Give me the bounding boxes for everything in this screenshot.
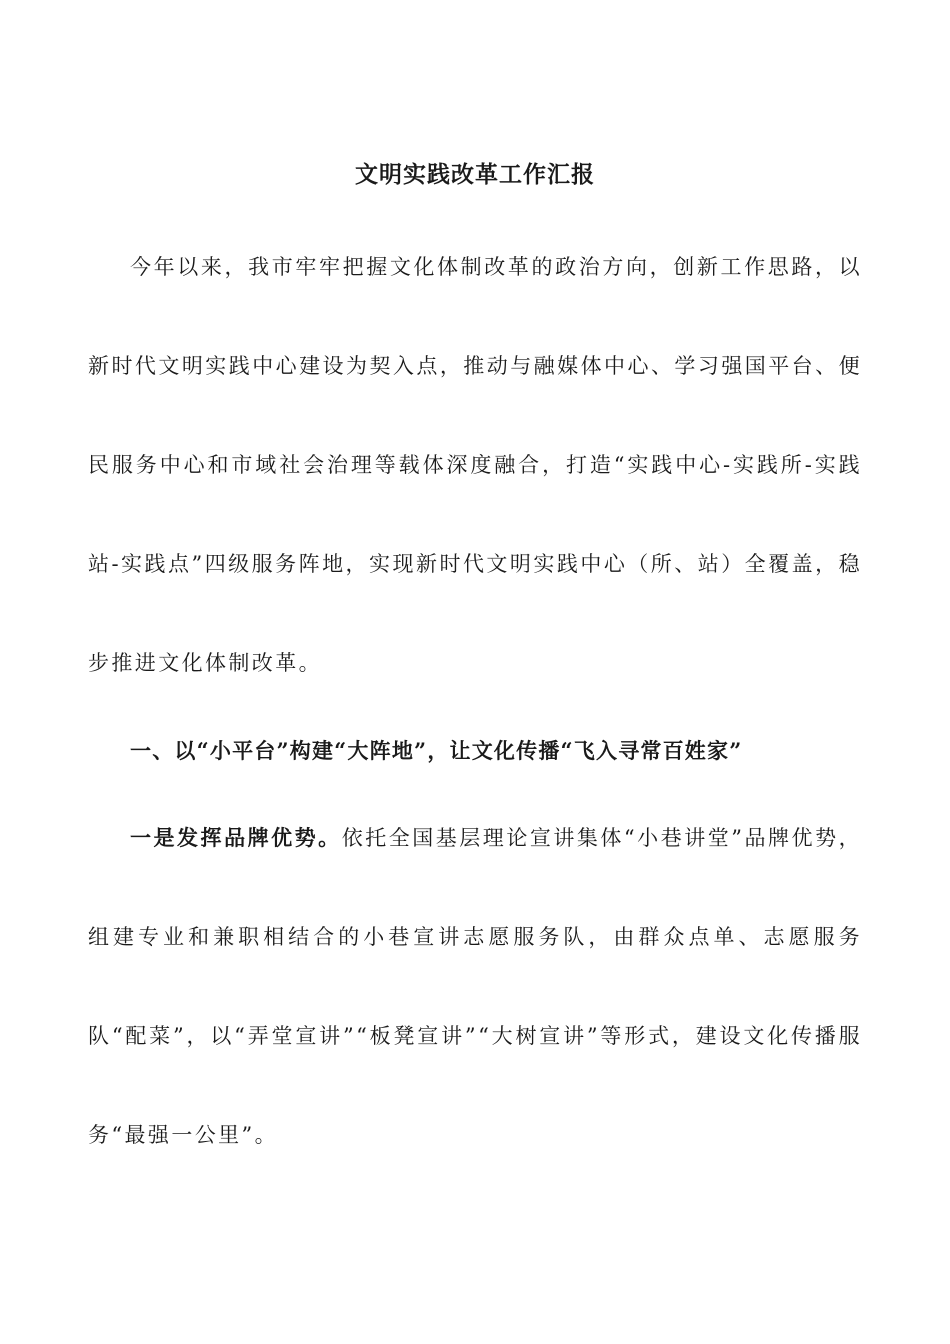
paragraph-lead: 一是发挥品牌优势。: [130, 825, 342, 850]
section-heading: 一、以“小平台”构建“大阵地”，让文化传播“飞入寻常百姓家”: [130, 738, 743, 763]
section-paragraph: [88, 788, 862, 1185]
paragraph-body: 依托全国基层理论宣讲集体“小巷讲堂”品牌优势，组建专业和兼职相结合的小巷宣讲志愿服务队，由群众点单、志愿服务队“配菜”，以“弄堂宣讲”“板凳宣讲”“大树宣讲”等形式，建设文化传播服务“最强一公里”。: [88, 826, 862, 1147]
document-title: 文明实践改革工作汇报: [355, 161, 595, 188]
intro-paragraph: 今年以来，我市牢牢把握文化体制改革的政治方向，创新工作思路，以新时代文明实践中心建设为契入点，推动与融媒体中心、学习强国平台、便民服务中心和市域社会治理等载体深度融合，打造“实践中心-实践所-实践站-实践点”四级服务阵地，实现新时代文明实践中心（所、站）全覆盖，稳步推进文化体制改革。: [88, 255, 862, 675]
